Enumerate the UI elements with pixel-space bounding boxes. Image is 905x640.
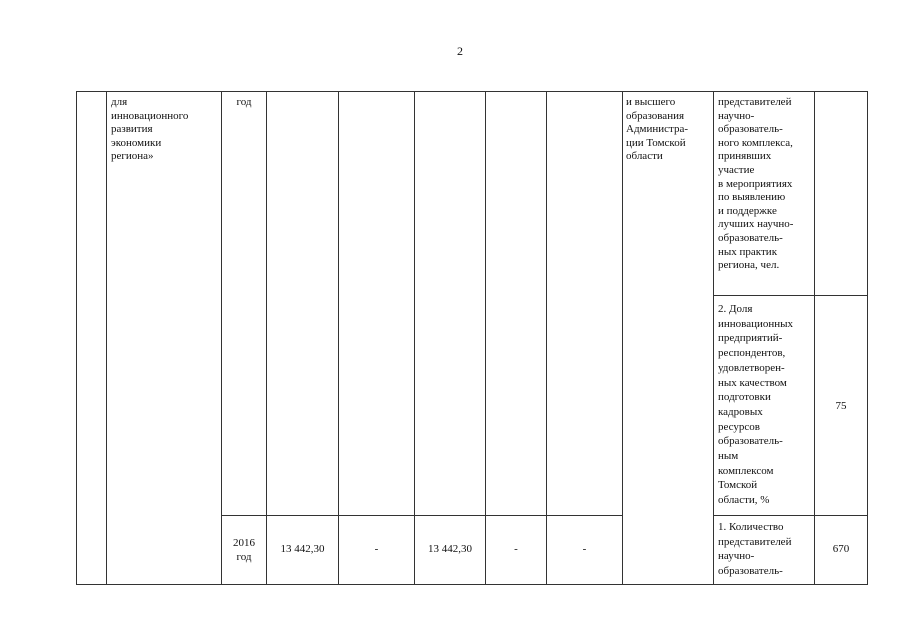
text-line: ных качеством — [718, 376, 787, 389]
row-divider — [221, 515, 622, 516]
text-line: экономики — [111, 136, 162, 149]
col-border — [867, 91, 868, 585]
text-line: принявших — [718, 150, 772, 163]
text-line: для — [111, 96, 128, 108]
col-border — [622, 91, 623, 585]
text-line: ного комплекса, — [718, 136, 793, 149]
text-line: инновационного — [111, 109, 189, 122]
text-line: по выявлению — [718, 191, 786, 204]
text-line: ным — [718, 450, 739, 463]
text-line: ции Томской — [626, 136, 686, 149]
text-line: представителей — [718, 535, 792, 548]
col-border — [221, 91, 222, 585]
text-line: ресурсов — [718, 420, 760, 433]
page-number: 2 — [457, 44, 463, 58]
text-line: и высшего — [626, 96, 676, 108]
text-line: инновационных — [718, 317, 794, 330]
text-line: научно- — [718, 109, 755, 122]
text-line: региона» — [111, 150, 154, 163]
indicator-text-cell — [718, 302, 793, 508]
total-amount: 13 442,30 — [280, 543, 325, 555]
regional-amount: 13 442,30 — [428, 543, 472, 555]
text-line: и поддержке — [718, 204, 777, 217]
text-line: научно- — [718, 550, 755, 563]
text-line: области, % — [718, 494, 770, 507]
federal-amount: - — [374, 543, 379, 555]
text-line: кадровых — [718, 405, 763, 418]
text-line: Томской — [718, 479, 758, 492]
text-line: год — [236, 550, 252, 563]
col-border — [546, 91, 547, 585]
col-border — [76, 91, 77, 585]
text-line: подготовки — [718, 391, 771, 404]
indicator-divider — [713, 295, 867, 296]
col-border — [338, 91, 339, 585]
text-line: образователь- — [718, 231, 783, 244]
col-border — [266, 91, 267, 585]
text-line: лучших научно- — [718, 218, 794, 231]
text-line: комплексом — [718, 464, 774, 477]
program-name-cell — [111, 96, 188, 164]
text-line: Администра- — [626, 123, 689, 136]
col-border — [106, 91, 107, 585]
text-line: 1. Количество — [718, 521, 784, 533]
col-border — [713, 91, 714, 585]
text-line: региона, чел. — [718, 259, 780, 272]
year-cell — [222, 537, 266, 564]
text-line: предприятий- — [718, 332, 783, 345]
table-top-border — [76, 91, 867, 92]
local-amount: - — [514, 543, 518, 555]
text-line: респондентов, — [718, 347, 786, 360]
text-line: образователь- — [718, 123, 783, 136]
text-line: 2. Доля — [718, 303, 753, 315]
col-border — [485, 91, 486, 585]
text-line: образования — [626, 109, 685, 122]
text-line: удовлетворен- — [718, 361, 785, 374]
other-amount: - — [582, 543, 587, 555]
col-border — [814, 91, 815, 585]
indicator-text-cell — [718, 520, 791, 579]
text-line: год — [236, 96, 252, 108]
text-line: в мероприятиях — [718, 177, 793, 190]
indicator-value: 670 — [832, 543, 850, 555]
text-line: представителей — [718, 96, 792, 108]
text-line: образователь- — [718, 435, 783, 448]
text-line: развития — [111, 123, 153, 136]
indicator-text-cell — [718, 96, 793, 273]
text-line: образователь- — [718, 565, 783, 578]
indicator-value: 75 — [835, 400, 847, 412]
year-label-cell — [222, 96, 266, 110]
text-line: ных практик — [718, 245, 778, 258]
executor-cell — [626, 96, 688, 164]
col-border — [414, 91, 415, 585]
row-divider-right — [713, 515, 867, 516]
text-line: участие — [718, 163, 755, 176]
table-bottom-border — [76, 584, 867, 585]
text-line: области — [626, 150, 663, 163]
text-line: 2016 — [233, 537, 255, 549]
